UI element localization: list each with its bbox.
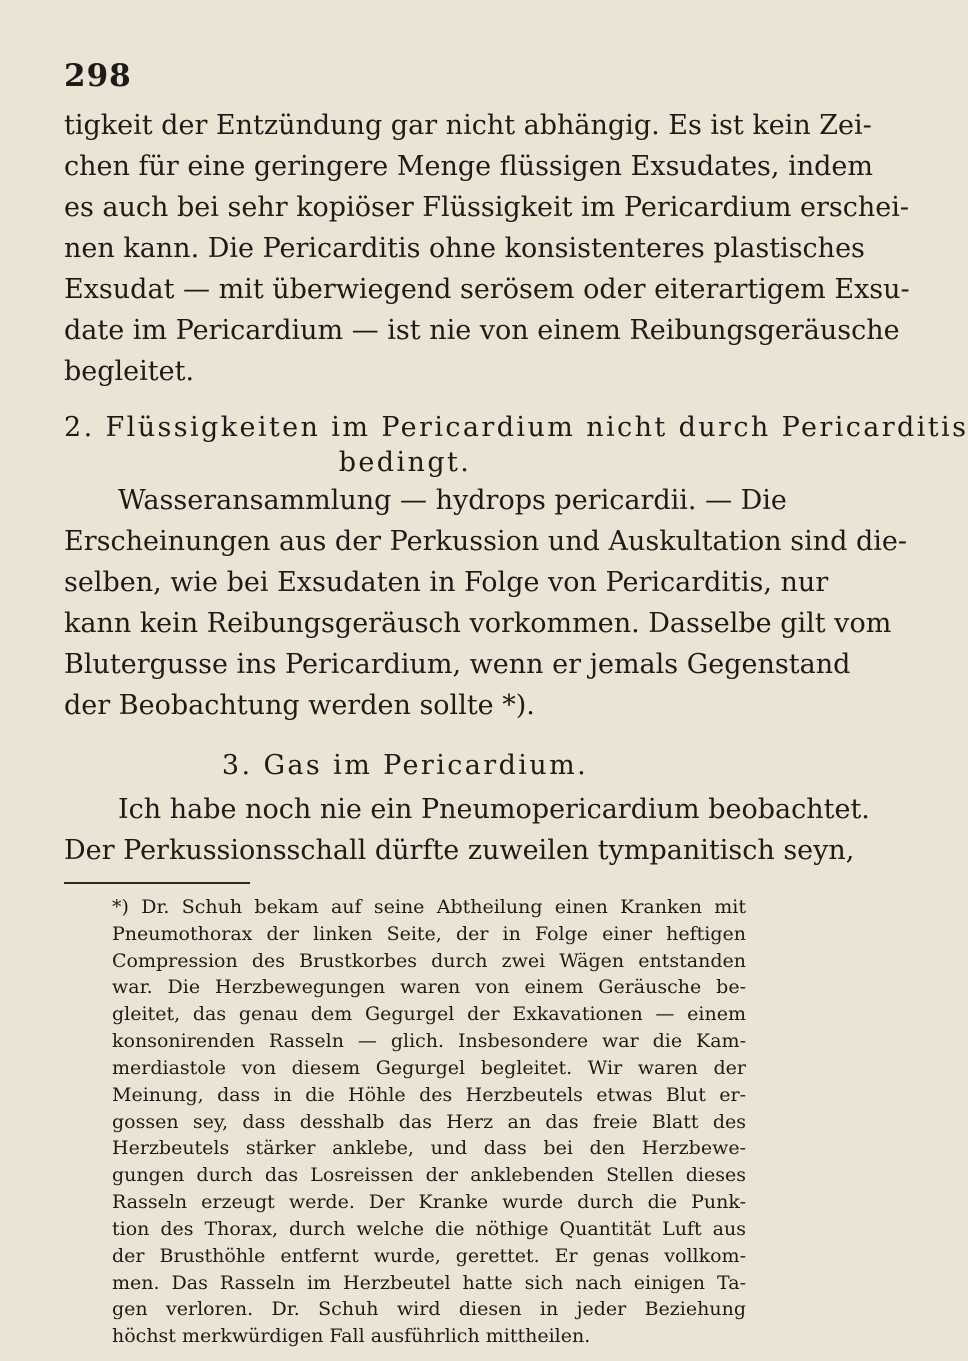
body-line: Exsudat — mit überwiegend serösem oder eiterartigem Exsu- — [64, 274, 910, 305]
body-line: Ich habe noch nie ein Pneumopericardium beobachtet. — [118, 794, 870, 825]
footnote-line: Herzbeutels stärker anklebe, und dass bei den Herzbewe- — [112, 1137, 746, 1160]
footnote-line: war. Die Herzbewegungen waren von einem Geräusche be- — [112, 976, 746, 999]
section-heading: 2. Flüssigkeiten im Pericardium nicht durch Pericarditis — [64, 412, 968, 443]
body-line: chen für eine geringere Menge flüssigen Exsudates, indem — [64, 151, 873, 182]
footnote-line: merdiastole von diesem Gegurgel begleitet. Wir waren der — [112, 1056, 746, 1079]
body-line: selben, wie bei Exsudaten in Folge von Pericarditis, nur — [64, 567, 829, 598]
footnote-line: *) Dr. Schuh bekam auf seine Abtheilung einen Kranken mit — [112, 896, 746, 918]
body-line: es auch bei sehr kopiöser Flüssigkeit im Pericardium erschei- — [64, 192, 910, 223]
section-heading-cont: bedingt. — [338, 447, 472, 478]
footnote-line: konsonirenden Rasseln — glich. Insbesondere war die Kam- — [112, 1030, 746, 1053]
page-number: 298 — [64, 58, 132, 94]
body-line: begleitet. — [64, 356, 195, 387]
body-line: Blutergusse ins Pericardium, wenn er jemals Gegenstand — [64, 649, 851, 680]
section-heading: 3. Gas im Pericardium. — [221, 750, 589, 781]
footnote-line: gen verloren. Dr. Schuh wird diesen in jeder Beziehung — [112, 1298, 746, 1321]
footnote-line: Rasseln erzeugt werde. Der Kranke wurde durch die Punk- — [112, 1191, 746, 1214]
body-line: nen kann. Die Pericarditis ohne konsistenteres plastisches — [64, 233, 865, 264]
footnote-line: Pneumothorax der linken Seite, der in Folge einer heftigen — [112, 922, 746, 945]
footnote-rule — [64, 882, 250, 884]
body-line: kann kein Reibungsgeräusch vorkommen. Dasselbe gilt vom — [64, 608, 892, 639]
footnote-line: men. Das Rasseln im Herzbeutel hatte sich nach einigen Ta- — [112, 1271, 746, 1294]
body-line: Erscheinungen aus der Perkussion und Auskultation sind die- — [64, 526, 908, 557]
body-line: Wasseransammlung — hydrops pericardii. — Die — [118, 485, 787, 516]
body-line: Der Perkussionsschall dürfte zuweilen tympanitisch seyn, — [64, 835, 855, 866]
footnote-line: tion des Thorax, durch welche die nöthige Quantität Luft aus — [112, 1217, 746, 1240]
footnote-line: gungen durch das Losreissen der anklebenden Stellen dieses — [112, 1164, 746, 1187]
body-line: der Beobachtung werden sollte *). — [64, 690, 535, 721]
body-line: tigkeit der Entzündung gar nicht abhängig. Es ist kein Zei- — [64, 110, 872, 141]
body-line: date im Pericardium — ist nie von einem Reibungsgeräusche — [64, 315, 900, 346]
footnote-line: der Brusthöhle entfernt wurde, gerettet. Er genas vollkom- — [112, 1244, 746, 1267]
footnote-line: Compression des Brustkorbes durch zwei Wägen entstanden — [112, 949, 746, 972]
footnote-line: gossen sey, dass desshalb das Herz an das freie Blatt des — [112, 1110, 746, 1133]
footnote-line: höchst merkwürdigen Fall ausführlich mittheilen. — [112, 1325, 591, 1348]
footnote-line: gleitet, das genau dem Gegurgel der Exkavationen — einem — [112, 1003, 746, 1026]
footnote-line: Meinung, dass in die Höhle des Herzbeutels etwas Blut er- — [112, 1083, 746, 1106]
